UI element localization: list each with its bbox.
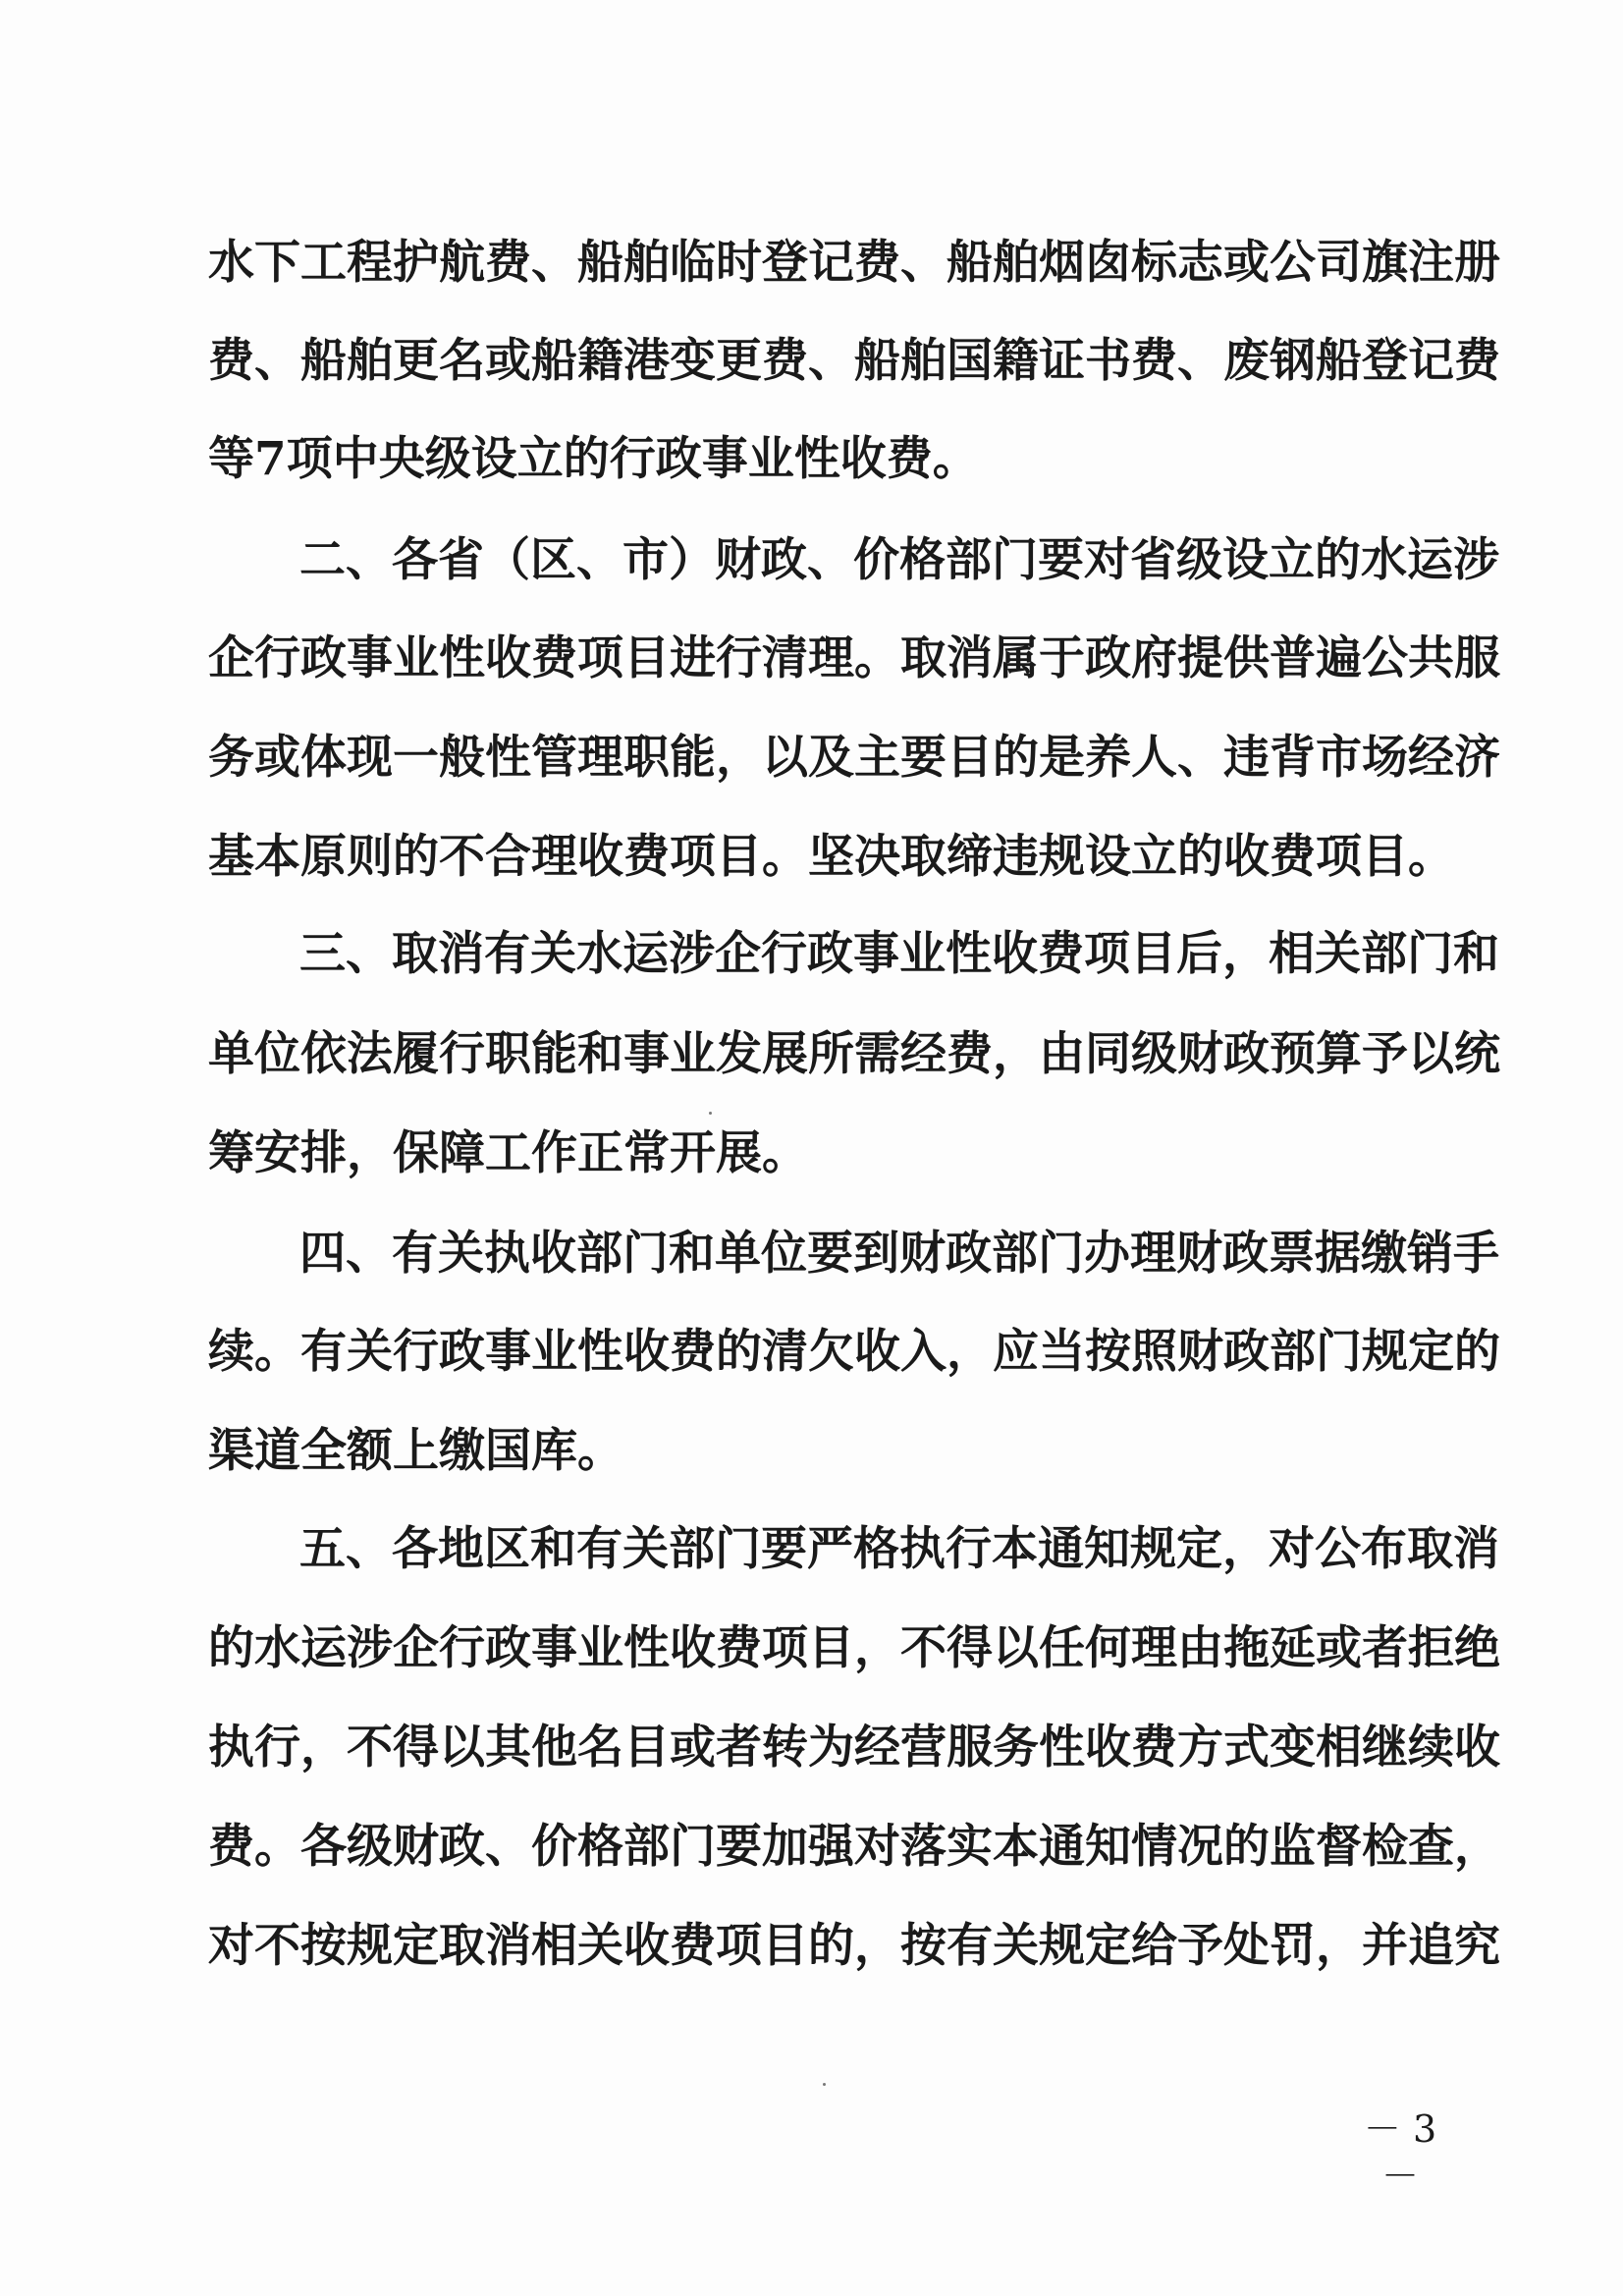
text-line: 费、船舶更名或船籍港变更费、船舶国籍证书费、废钢船登记费 (208, 334, 1500, 388)
text-line: 二、各省（区、市）财政、价格部门要对省级设立的水运涉 (299, 533, 1499, 587)
text-line: 四、有关执收部门和单位要到财政部门办理财政票据缴销手 (299, 1227, 1499, 1281)
text-line: 渠道全额上缴国库。 (208, 1424, 623, 1478)
scan-speck (709, 1112, 712, 1115)
text-line: 等7项中央级设立的行政事业性收费。 (208, 432, 979, 486)
text-line: 执行，不得以其他名目或者转为经营服务性收费方式变相继续收 (208, 1721, 1500, 1775)
text-line: 续。有关行政事业性收费的清欠收入，应当按照财政部门规定的 (208, 1325, 1500, 1379)
scan-speck (823, 2083, 826, 2086)
text-line: 筹安排，保障工作正常开展。 (208, 1126, 808, 1180)
text-line: 水下工程护航费、船舶临时登记费、船舶烟囱标志或公司旗注册 (208, 236, 1500, 290)
text-line: 企行政事业性收费项目进行清理。取消属于政府提供普遍公共服 (208, 631, 1500, 685)
text-line: 的水运涉企行政事业性收费项目，不得以任何理由拖延或者拒绝 (208, 1621, 1500, 1675)
text-line: 五、各地区和有关部门要严格执行本通知规定，对公布取消 (299, 1522, 1499, 1576)
text-line: 基本原则的不合理收费项目。坚决取缔违规设立的收费项目。 (208, 830, 1454, 884)
text-line: 务或体现一般性管理职能，以及主要目的是养人、违背市场经济 (208, 731, 1500, 785)
page-number: － 3 － (1363, 2107, 1437, 2198)
text-line: 费。各级财政、价格部门要加强对落实本通知情况的监督检查， (208, 1820, 1500, 1874)
text-line: 对不按规定取消相关收费项目的，按有关规定给予处罚，并追究 (208, 1919, 1500, 1973)
text-line: 单位依法履行职能和事业发展所需经费，由同级财政预算予以统 (208, 1027, 1500, 1081)
text-line: 三、取消有关水运涉企行政事业性收费项目后，相关部门和 (299, 927, 1499, 981)
